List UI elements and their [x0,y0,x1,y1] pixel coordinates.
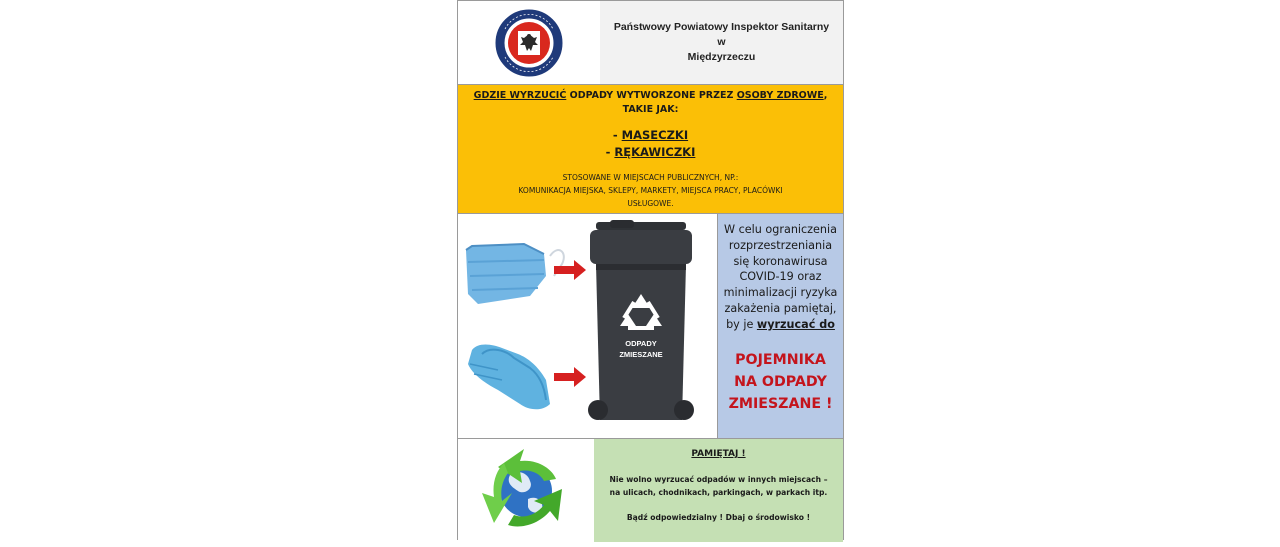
reminder-body-line-2: na ulicach, chodnikach, parkingach, w parkach itp. [609,488,828,497]
message-last-line: by je wyrzucać do [726,317,835,331]
face-mask-icon [466,244,564,304]
heading-comma: , [823,90,828,101]
reminder-body [594,473,843,499]
waste-info-section [458,84,843,214]
message-line: się koronawirusa [733,254,828,268]
bin-label-line-1: ODPADY [625,339,657,348]
title-line-1: Państwowy Powiatowy Inspektor Sanitarny [613,21,830,33]
callout-line-2: NA ODPADY [734,373,827,390]
heading-line-2: TAKIE JAK: [622,104,679,115]
message-line: W celu ograniczenia [724,223,837,236]
reminder-text [594,439,843,542]
heading-middle: ODPADY WYTWORZONE PRZEZ [566,90,737,101]
sanitary-poster [457,0,844,540]
arrow-right-icon [554,367,586,387]
usage-line-3: USŁUGOWE. [627,199,674,208]
waste-heading [458,89,843,117]
bin-label-line-2: ZMIESZANE [619,350,663,359]
title-line-2: w [717,36,726,48]
callout-line-1: POJEMNIKA [735,351,826,368]
trash-bin-icon [588,220,694,420]
usage-line-2: KOMUNIKACJA MIEJSKA, SKLEPY, MARKETY, MIEJSCA PRACY, PLACÓWKI [518,186,783,195]
bin-section [458,214,843,438]
logo-cell [458,1,601,84]
usage-line-1: STOSOWANE W MIEJSCACH PUBLICZNYCH, NP.: [562,173,739,182]
reminder-body-line-1: Nie wolno wyrzucać odpadów w innych miejscach – [609,475,828,484]
arrow-right-icon [554,260,586,280]
message-line: zakażenia pamiętaj, [724,301,837,315]
reminder-section [458,438,843,541]
earth-recycle-cell [458,439,595,542]
items-list [458,127,843,161]
poster-header [458,1,843,84]
item-masks: - MASECZKI [612,128,689,142]
heading-healthy: OSOBY ZDROWE [736,90,824,101]
bin-illustration-svg [458,214,717,438]
reminder-footer: Bądź odpowiedzialny ! Dbaj o środowisko ! [626,513,811,522]
title-line-3: Międzyrzeczu [687,51,756,63]
heading-where: GDZIE WYRZUCIĆ [473,90,567,101]
message-line: rozprzestrzeniania [728,238,833,252]
usage-places [458,171,843,210]
callout-line-3: ZMIESZANE ! [728,395,833,412]
inspection-logo-icon [458,1,600,84]
inspector-title [600,1,843,84]
earth-recycle-icon [458,439,594,542]
item-gloves: - RĘKAWICZKI [605,145,696,159]
bin-illustration [458,214,717,438]
covid-message [717,214,843,438]
reminder-heading: PAMIĘTAJ ! [691,449,746,459]
message-line: COVID-19 oraz [739,270,822,284]
mixed-waste-callout [718,349,843,415]
message-line: minimalizacji ryzyka [723,286,838,300]
gloves-icon [468,345,550,410]
